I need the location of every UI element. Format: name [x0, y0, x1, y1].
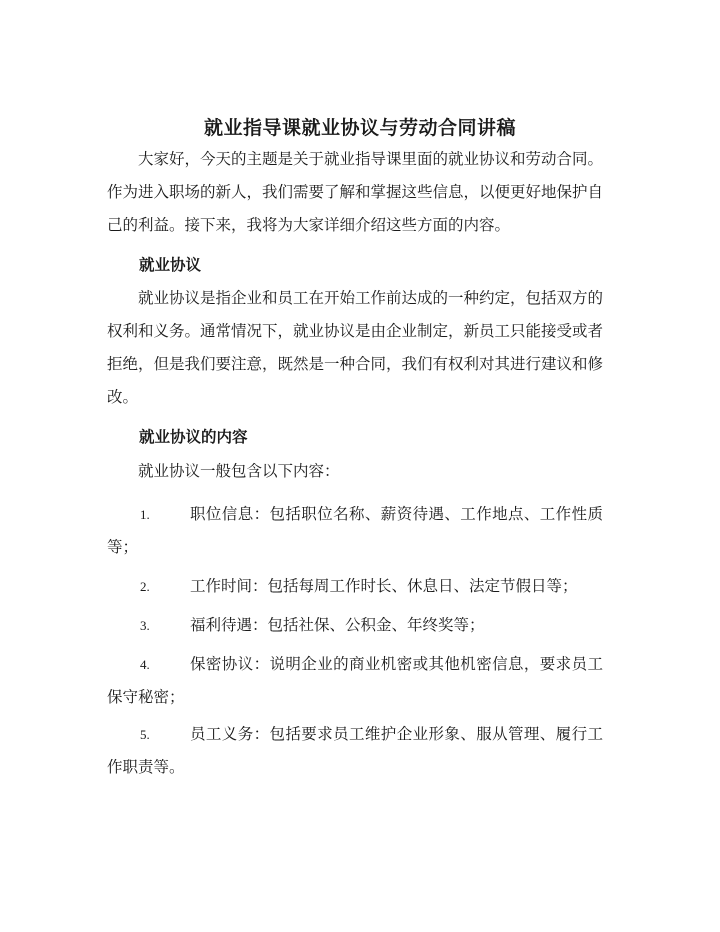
list-number: 2. — [140, 579, 150, 594]
list-text: 福利待遇：包括社保、公积金、年终奖等； — [190, 616, 485, 634]
list-item-5 — [107, 718, 603, 784]
list-text: 工作时间：包括每周工作时长、休息日、法定节假日等； — [190, 577, 578, 595]
list-item-3 — [107, 609, 603, 642]
list-number: 4. — [140, 657, 150, 672]
section-heading-employment-agreement: 就业协议 — [139, 255, 202, 274]
list-number: 3. — [140, 618, 150, 633]
intro-paragraph: 大家好，今天的主题是关于就业指导课里面的就业协议和劳动合同。作为进入职场的新人，我们需要了解和掌握这些信息，以便更好地保护自己的利益。接下来，我将为大家详细介绍这些方面的内容。 — [107, 150, 604, 234]
list-item-1 — [107, 498, 603, 564]
list-item-4 — [107, 648, 603, 714]
section-heading-agreement-content: 就业协议的内容 — [139, 427, 248, 446]
document-title: 就业指导课就业协议与劳动合同讲稿 — [203, 117, 516, 139]
agreement-content-lead: 就业协议一般包含以下内容： — [138, 462, 340, 480]
list-number: 5. — [140, 727, 150, 742]
list-text: 保密协议：说明企业的商业机密或其他机密信息，要求员工保守秘密； — [107, 655, 603, 706]
list-number: 1. — [140, 507, 150, 522]
list-item-2 — [107, 570, 603, 603]
employment-agreement-paragraph: 就业协议是指企业和员工在开始工作前达成的一种约定，包括双方的权利和义务。通常情况下，就业协议是由企业制定，新员工只能接受或者拒绝，但是我们要注意，既然是一种合同，我们有权利对其进行建议和修改。 — [107, 289, 604, 406]
list-text: 员工义务：包括要求员工维护企业形象、服从管理、履行工作职责等。 — [107, 725, 603, 776]
list-text: 职位信息：包括职位名称、薪资待遇、工作地点、工作性质等； — [107, 505, 603, 556]
